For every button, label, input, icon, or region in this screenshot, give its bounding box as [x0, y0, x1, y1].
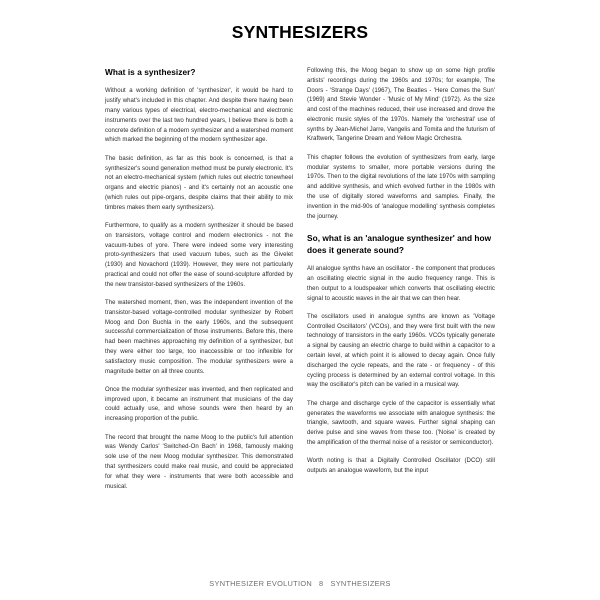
paragraph: Furthermore, to qualify as a modern synthesizer it should be based on transistors, voltage control and modern electronics - not the vacuum-tubes of yore. There were indeed some very interesting proto-synthesizers that used vacuum tubes, such as the Givelet (1930) and Novachord (1939). However, they were not particularly practical and could not offer the ease of sound-sculpture afforded by the new transistor-based synthesizers of the 1960s.	[105, 223, 293, 288]
footer-book-title: SYNTHESIZER EVOLUTION	[209, 579, 313, 588]
footer-page-number: 8	[319, 579, 324, 588]
two-column-body	[105, 67, 495, 492]
paragraph: The oscillators used in analogue synths are known as 'Voltage Controlled Oscillators' (VCOs), and they were first built with the new technology of transistors in the early 1960s. VCOs typically generate a signal by causing an electric charge to build within a capacitor to a certain level, at which point it is allowed to decay again. Once fully discharged the cycle repeats, and the rate - or frequency - of this cycling process is determined by an external control voltage. In this way the oscillator's pitch can be varied in a musical way.	[307, 313, 495, 389]
paragraph: Following this, the Moog began to show up on some high profile artists' recordings during the 1960s and 1970s; for example, The Doors - 'Strange Days' (1967), The Beatles - 'Here Comes the Sun' (1969) and Stevie Wonder - 'Music of My Mind' (1972). As the size and cost of the machines reduced, their use increased and drove the electronic music styles of the 1970s. Namely the 'orchestral' use of synths by Jean-Michel Jarre, Vangelis and Tomita and the futurism of Kraftwerk, Tangerine Dream and Yellow Magic Orchestra.	[307, 68, 495, 143]
page-footer	[0, 579, 600, 588]
right-column	[307, 67, 495, 492]
section-heading-what-is-a-synthesizer: What is a synthesizer?	[105, 67, 196, 77]
left-column	[105, 67, 293, 492]
paragraph: All analogue synths have an oscillator - the component that produces an oscillating electric signal in the audio frequency range. This is then output to a loudspeaker which converts that oscillating electric signal to acoustic waves in the air that we can then hear.	[307, 266, 495, 302]
paragraph: The record that brought the name Moog to the public's full attention was Wendy Carlos' 'Switched-On Bach' in 1968, famously making sole use of the new Moog modular synthesizer. This demonstrated that synthesizers could make real music, and could be appreciated for what they were - instruments that were both accessible and musical.	[105, 434, 293, 490]
section-heading-analogue-synthesizer: So, what is an 'analogue synthesizer' and how does it generate sound?	[307, 233, 492, 255]
footer-chapter: SYNTHESIZERS	[330, 579, 391, 588]
paragraph: This chapter follows the evolution of synthesizers from early, large modular systems to smaller, more portable versions during the 1970s. Then to the digital revolutions of the late 1970s with sampling and additive synthesis, and which evolved further in the 1980s with the use of digitally stored waveforms and samples. Finally, the invention in the mid-90s of 'analogue modelling' synthesis completes the journey.	[307, 154, 495, 220]
paragraph: Worth noting is that a Digitally Controlled Oscillator (DCO) still outputs an analogue waveform, but the input	[307, 458, 495, 475]
paragraph: The watershed moment, then, was the independent invention of the transistor-based voltage-controlled modular synthesizer by Robert Moog and Don Buchla in the early 1960s, and the subsequent successful commercialization of those instruments. Before this, there had been machines approaching my definition of a synthesizer, but they were either too large, too inaccessible or too inflexible for satisfactory music composition. The modular synthesizers were a magnitude better on all three counts.	[105, 300, 293, 375]
paragraph: Without a working definition of 'synthesizer', it would be hard to justify what's included in this chapter. And despite there having been many various types of electrical, electro-mechanical and electronic instruments over the last two hundred years, I believe there is both a concrete definition of a modern synthesizer and a watershed moment which marked the beginning of the modern synthesizer age.	[105, 88, 293, 144]
paragraph: The basic definition, as far as this book is concerned, is that a synthesizer's sound generation method must be purely electronic. It's not an electro-mechanical system (which rules out electric tonewheel organs and electric pianos) - and it's certainly not an acoustic one (which rules out pipe-organs, despite claims that their ability to mix timbres makes them early synthesizers).	[105, 155, 293, 211]
paragraph: Once the modular synthesizer was invented, and then replicated and improved upon, it became an instrument that musicians of the day could actually use, and whose sounds were then heard by an increasing proportion of the public.	[105, 386, 293, 423]
paragraph: The charge and discharge cycle of the capacitor is essentially what generates the waveforms we associate with analogue synthesis: the triangle, sawtooth, and square waves. Further signal shaping can derive pulse and sine waves from these too. ('Noise' is created by the amplification of the thermal noise of a resistor or semiconductor).	[307, 400, 495, 446]
page-title: SYNTHESIZERS	[231, 22, 369, 42]
